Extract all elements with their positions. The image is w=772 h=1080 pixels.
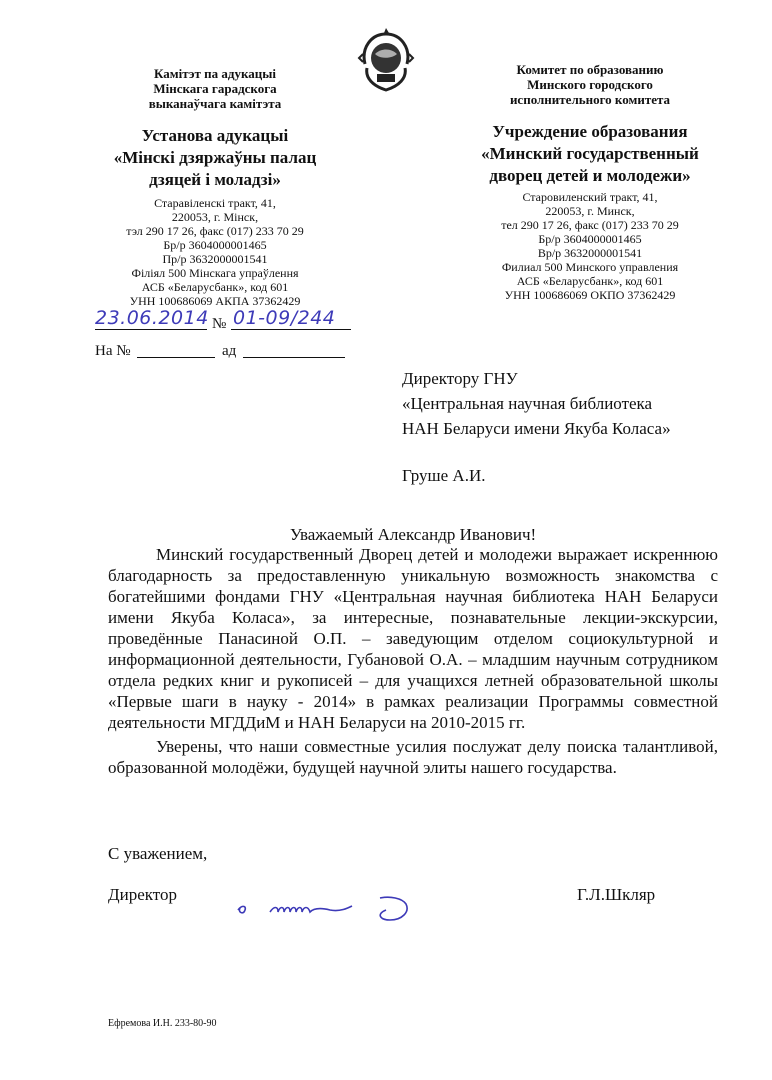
salutation: Уважаемый Александр Иванович! [289,525,537,544]
right-address-line: 220053, г. Минск, [545,204,635,218]
executor-note: Ефремова И.Н. 233-80-90 [108,1018,217,1029]
right-committee [470,62,710,107]
signer-name: Г.Л.Шкляр [577,885,656,904]
left-address-line: Філіял 500 Мінскага упраўлення [131,266,299,280]
closing: С уважением, [108,844,208,863]
right-address-line: УНН 100686069 ОКПО 37362429 [504,288,676,302]
right-address-line: АСБ «Беларусбанк», код 601 [516,274,664,288]
number-underline [231,329,351,330]
right-institution [455,121,725,187]
left-header [100,66,330,111]
body-paragraph: Уверены, что наши совместные усилия послужат делу поиска талантливой, образованной молодёжи, будущей научной элиты нашего государства. [108,737,718,777]
right-institution-line: «Минский государственный [481,144,699,163]
left-address-line: Пр/р 3632000001541 [162,252,268,266]
date-underline [95,329,207,330]
left-committee-line: выканаўчага камітэта [148,96,282,111]
right-address-line: Старовиленский тракт, 41, [522,190,658,204]
right-address-line: Вр/р 3632000001541 [537,246,643,260]
reply-from-label: ад [222,343,237,359]
reply-label: На № [95,343,131,359]
left-committee-line: Мінскага гарадскога [153,81,277,96]
addressee-line: Директору ГНУ [402,369,518,388]
left-committee [100,66,330,111]
right-committee-line: Комитет по образованию [516,62,664,77]
addressee-person: Груше А.И. [402,466,486,485]
left-address [100,196,330,308]
emblem-icon [355,24,417,96]
left-address-line: 220053, г. Мінск, [171,210,259,224]
left-address-line: Старавіленскі тракт, 41, [154,196,276,210]
right-committee-line: Минского городского [527,77,653,92]
right-address-line: Филиал 500 Минского управления [501,260,679,274]
left-committee-line: Камітэт па адукацыі [153,66,277,81]
signature-icon [230,890,430,930]
right-institution-line: дворец детей и молодежи» [489,166,691,185]
registration-number: 01-09/244 [233,307,336,329]
reply-date-blank [243,357,345,358]
right-institution-line: Учреждение образования [492,122,688,141]
addressee-line: «Центральная научная библиотека [402,394,653,413]
signature [230,890,430,930]
state-emblem [355,24,417,96]
right-address [470,190,710,302]
addressee [402,366,742,441]
left-address-line: УНН 100686069 АКПА 37362429 [129,294,301,308]
right-address-line: Бр/р 3604000001465 [538,232,642,246]
registration-line [95,307,375,339]
left-address-line: АСБ «Беларусбанк», код 601 [141,280,289,294]
left-address-line: тэл 290 17 26, факс (017) 233 70 29 [126,224,304,238]
left-institution [85,125,345,191]
left-institution-line: дзяцей і моладзі» [149,170,281,189]
signer-title: Директор [108,885,177,904]
addressee-line: НАН Беларуси имени Якуба Коласа» [402,419,671,438]
letter-body [108,544,718,778]
left-institution-line: «Мінскі дзяржаўны палац [113,148,317,167]
number-label: № [212,316,227,332]
reply-number-blank [137,357,215,358]
registration-date: 23.06.2014 [95,307,209,329]
reply-line [95,343,355,363]
right-committee-line: исполнительного комитета [509,92,671,107]
left-institution-line: Установа адукацыі [141,126,289,145]
right-address-line: тел 290 17 26, факс (017) 233 70 29 [501,218,679,232]
body-paragraph: Минский государственный Дворец детей и молодежи выражает искреннюю благодарность за предоставленную уникальную возможность знакомства с богатейшими фондами ГНУ «Центральная научная библиотека НАН Беларуси имени Якуба Коласа», за интересные, познавательные лекции-экскурсии, проведённые Панасиной О.П. – заведующим отделом социокультурной и информационной деятельности, Губановой О.А. – младшим научным сотрудником отдела редких книг и рукописей – для учащихся летней образовательной школы «Первые шаги в науку - 2014» в рамках реализации Программы совместной деятельности МГДДиМ и НАН Беларуси на 2010-2015 гг. [108,545,718,732]
left-address-line: Бр/р 3604000001465 [163,238,267,252]
